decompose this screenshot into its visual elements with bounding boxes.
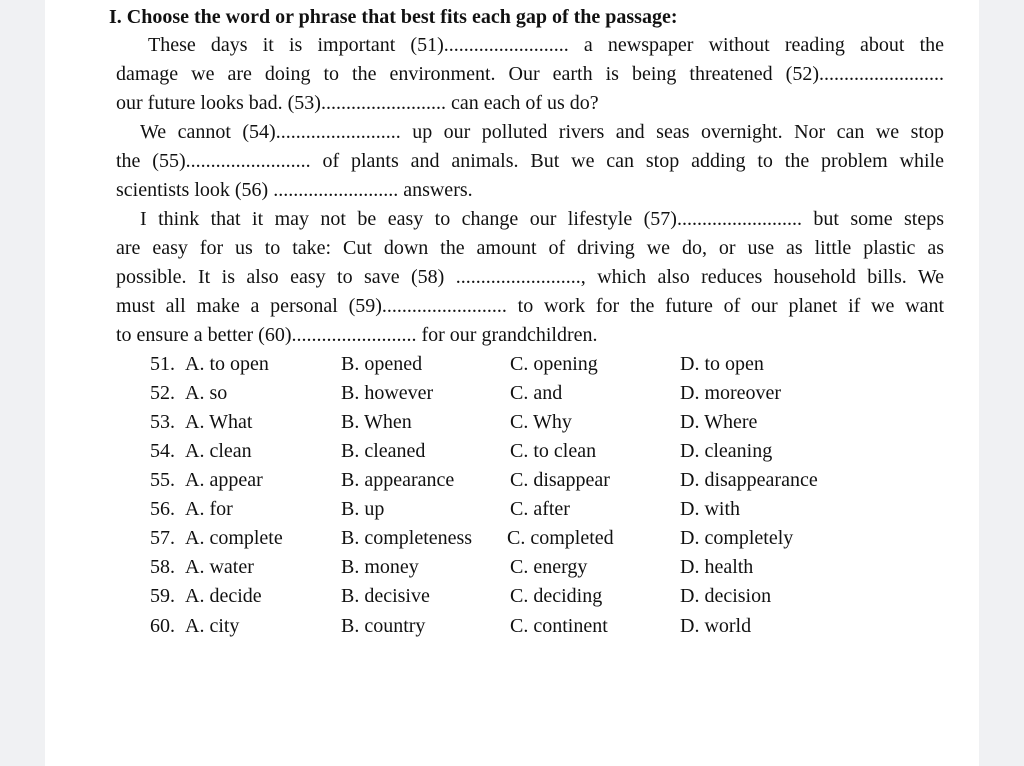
option-b: B. completeness: [341, 527, 473, 549]
passage-line: to ensure a better (60)......................... for our grandchildren.: [116, 324, 598, 346]
passage-line: I think that it may not be easy to change our lifestyle (57)......................... but some steps: [140, 208, 944, 230]
option-d: D. to open: [680, 353, 764, 375]
passage-line: are easy for us to take: Cut down the amount of driving we do, or use as little plastic as: [116, 237, 944, 259]
question-number: 51.: [150, 353, 175, 375]
option-a: A. water: [185, 556, 254, 578]
passage-line: These days it is important (51)......................... a newspaper without reading about the: [148, 34, 944, 56]
option-c: C. energy: [510, 556, 588, 578]
option-c: C. completed: [507, 527, 614, 549]
passage-line: We cannot (54)......................... up our polluted rivers and seas overnight. Nor can we stop: [140, 121, 944, 143]
option-b: B. cleaned: [341, 440, 426, 462]
passage-line: possible. It is also easy to save (58) ........................., which also reduces household bills. We: [116, 266, 944, 288]
passage-line: must all make a personal (59)......................... to work for the future of our planet if we want: [116, 295, 944, 317]
option-b: B. up: [341, 498, 385, 520]
question-number: 60.: [150, 615, 175, 637]
option-c: C. disappear: [510, 469, 610, 491]
option-a: A. appear: [185, 469, 263, 491]
option-b: B. When: [341, 411, 412, 433]
option-d: D. moreover: [680, 382, 782, 404]
option-b: B. however: [341, 382, 434, 404]
question-number: 54.: [150, 440, 175, 462]
passage-line: scientists look (56) ......................... answers.: [116, 179, 473, 201]
option-c: C. and: [510, 382, 563, 404]
option-a: A. decide: [185, 585, 262, 607]
question-number: 55.: [150, 469, 175, 491]
option-c: C. continent: [510, 615, 608, 637]
option-b: B. appearance: [341, 469, 455, 491]
option-a: A. to open: [185, 353, 269, 375]
option-a: A. for: [185, 498, 233, 520]
option-c: C. Why: [510, 411, 572, 433]
option-d: D. cleaning: [680, 440, 773, 462]
option-d: D. health: [680, 556, 754, 578]
document-page: [45, 0, 979, 766]
passage-line: damage we are doing to the environment. Our earth is being threatened (52).........................: [116, 63, 944, 85]
option-d: D. disappearance: [680, 469, 818, 491]
question-number: 59.: [150, 585, 175, 607]
option-b: B. decisive: [341, 585, 430, 607]
exercise-heading: I. Choose the word or phrase that best fits each gap of the passage:: [109, 6, 678, 28]
question-number: 57.: [150, 527, 175, 549]
option-a: A. complete: [185, 527, 283, 549]
option-a: A. What: [185, 411, 253, 433]
question-number: 58.: [150, 556, 175, 578]
option-c: C. opening: [510, 353, 598, 375]
option-b: B. opened: [341, 353, 423, 375]
option-d: D. Where: [680, 411, 758, 433]
question-number: 52.: [150, 382, 175, 404]
question-number: 56.: [150, 498, 175, 520]
passage-line: the (55)......................... of plants and animals. But we can stop adding to the problem while: [116, 150, 944, 172]
option-a: A. clean: [185, 440, 252, 462]
option-b: B. country: [341, 615, 426, 637]
option-d: D. world: [680, 615, 752, 637]
option-b: B. money: [341, 556, 419, 578]
option-a: A. city: [185, 615, 240, 637]
option-a: A. so: [185, 382, 228, 404]
option-c: C. after: [510, 498, 570, 520]
option-d: D. decision: [680, 585, 772, 607]
option-d: D. with: [680, 498, 740, 520]
passage-line: our future looks bad. (53)......................... can each of us do?: [116, 92, 599, 114]
option-d: D. completely: [680, 527, 794, 549]
option-c: C. to clean: [510, 440, 597, 462]
option-c: C. deciding: [510, 585, 603, 607]
question-number: 53.: [150, 411, 175, 433]
